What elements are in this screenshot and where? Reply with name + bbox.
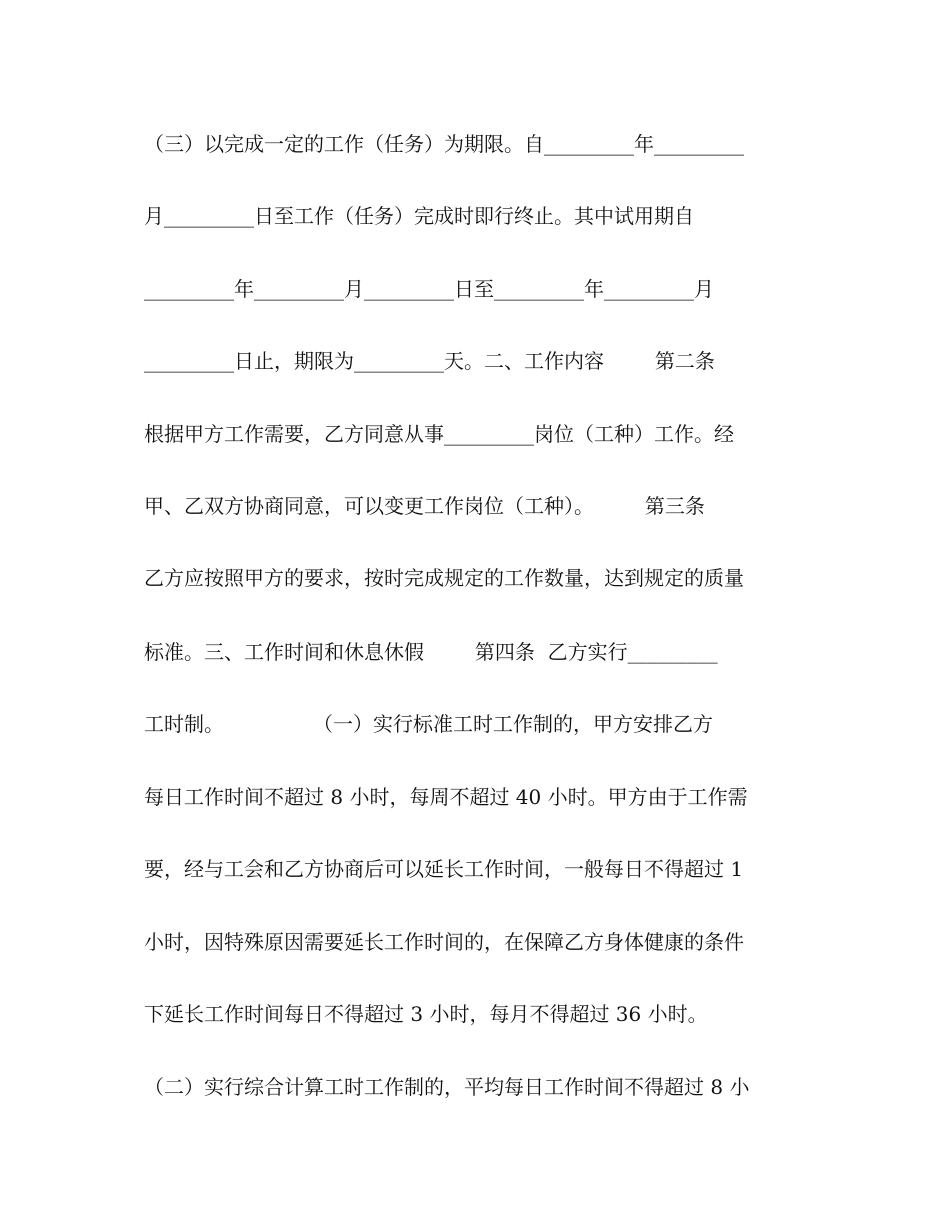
text-line: 标准。三、工作时间和休息休假 第四条 乙方实行_________ [144,640,718,664]
text-line: 工时制。 （一）实行标准工时工作制的，甲方安排乙方 [144,712,714,736]
text-line: 乙方应按照甲方的要求，按时完成规定的工作数量，达到规定的质量 [144,566,744,590]
text-line: 要，经与工会和乙方协商后可以延长工作时间，一般每日不得超过 1 [144,857,744,881]
text-line: （三）以完成一定的工作（任务）为期限。自_________年_________ [144,132,744,156]
text-line: 下延长工作时间每日不得超过 3 小时，每月不得超过 36 小时。 [144,1002,708,1026]
text-line: _________年_________月_________日至_________年_________月 [144,277,714,301]
text-line: 每日工作时间不超过 8 小时，每周不超过 40 小时。甲方由于工作需 [144,785,748,809]
text-line: 小时，因特殊原因需要延长工作时间的，在保障乙方身体健康的条件 [144,930,744,954]
text-line: _________日止，期限为_________天。二、工作内容 第二条 [144,349,715,373]
text-line: 甲、乙双方协商同意，可以变更工作岗位（工种）。 第三条 [144,494,705,518]
text-line: （二）实行综合计算工时工作制的，平均每日工作时间不得超过 8 小 [144,1075,750,1099]
text-line: 月_________日至工作（任务）完成时即行终止。其中试用期自 [144,204,694,228]
text-line: 根据甲方工作需要，乙方同意从事_________岗位（工种）工作。经 [144,422,734,446]
